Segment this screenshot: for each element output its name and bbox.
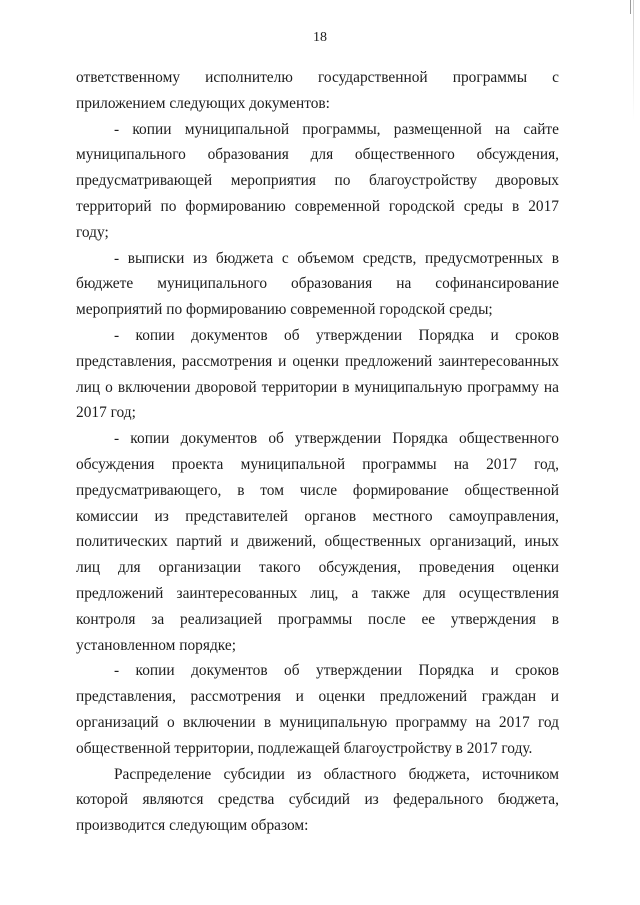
scan-edge-shadow <box>633 0 634 120</box>
list-item-public-territory-procedure: - копии документов об утверждении Порядка и сроков представления, рассмотрения и оценки предложений граждан и организаций о включении в муниципальную программу на 2017 год общественной территории, подлежащей благоустройству в 2017 году. <box>76 662 559 757</box>
list-item-yard-procedure: - копии документов об утверждении Порядка и сроков представления, рассмотрения и оценки предложений заинтересованных лиц о включении дворовой территории в муниципальную программу на 2017 год; <box>76 326 559 422</box>
list-item-program-copy: - копии муниципальной программы, размещенной на сайте муниципального образования для общественного обсуждения, предусматривающей мероприятия по благоустройству дворовых территорий по формированию современной городской среды в 2017 году; <box>76 120 559 241</box>
document-body <box>76 65 559 839</box>
scan-edge-mark <box>630 0 631 14</box>
paragraph-continuation: ответственному исполнителю государственной программы с приложением следующих документов: <box>76 69 559 112</box>
page-number: 18 <box>313 30 327 45</box>
list-item-discussion-procedure: - копии документов об утверждении Порядка общественного обсуждения проекта муниципальной программы на 2017 год, предусматривающего, в том числе формирование общественной комиссии из представителей органов местного самоуправления, политических партий и движений, общественных организаций, иных лиц для организации такого обсуждения, проведения оценки предложений заинтересованных лиц, а также для осуществления контроля за реализацией программы после ее утверждения в установленном порядке; <box>76 430 559 654</box>
list-item-budget-extract: - выписки из бюджета с объемом средств, предусмотренных в бюджете муниципального образования на софинансирование мероприятий по формированию современной городской среды; <box>76 249 559 319</box>
paragraph-subsidy-distribution: Распределение субсидии из областного бюджета, источником которой являются средства субсидий из федерального бюджета, производится следующим образом: <box>76 765 559 835</box>
